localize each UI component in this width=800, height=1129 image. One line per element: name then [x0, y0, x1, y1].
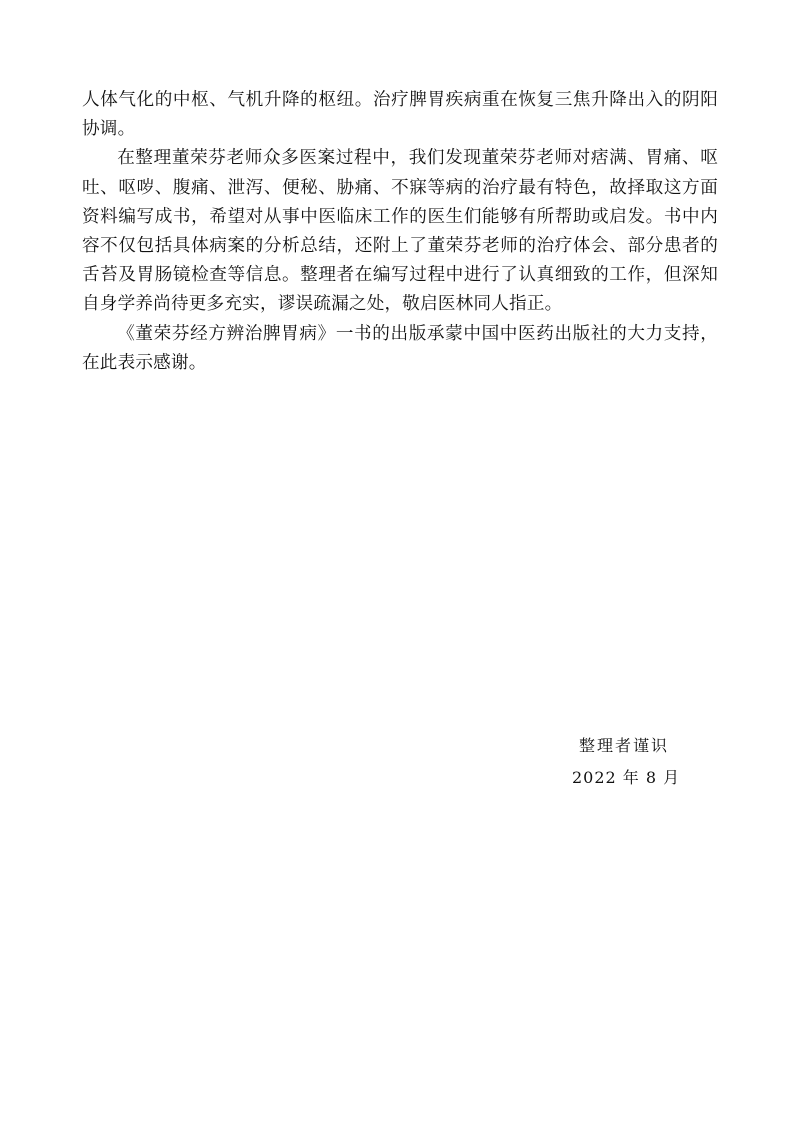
paragraph-main: 在整理董荣芬老师众多医案过程中，我们发现董荣芬老师对痞满、胃痛、呕吐、呕哕、腹痛、泄泻、便秘、胁痛、不寐等病的治疗最有特色，故择取这方面资料编写成书，希望对从事中医临床工作的医生们能够有所帮助或启发。书中内容不仅包括具体病案的分析总结，还附上了董荣芬老师的治疗体会、部分患者的舌苔及胃肠镜检查等信息。整理者在编写过程中进行了认真细致的工作，但深知自身学养尚待更多充实，谬误疏漏之处，敬启医林同人指正。 — [82, 148, 718, 315]
paragraph-continuation: 人体气化的中枢、气机升降的枢纽。治疗脾胃疾病重在恢复三焦升降出入的阴阳协调。 — [82, 90, 718, 140]
signature-line: 整理者谨识 — [579, 736, 670, 756]
date-line: 2022 年 8 月 — [572, 768, 681, 788]
paragraph-acknowledgement: 《董荣芬经方辨治脾胃病》一书的出版承蒙中国中医药出版社的大力支持，在此表示感谢。 — [82, 323, 718, 373]
document-body — [82, 86, 718, 788]
